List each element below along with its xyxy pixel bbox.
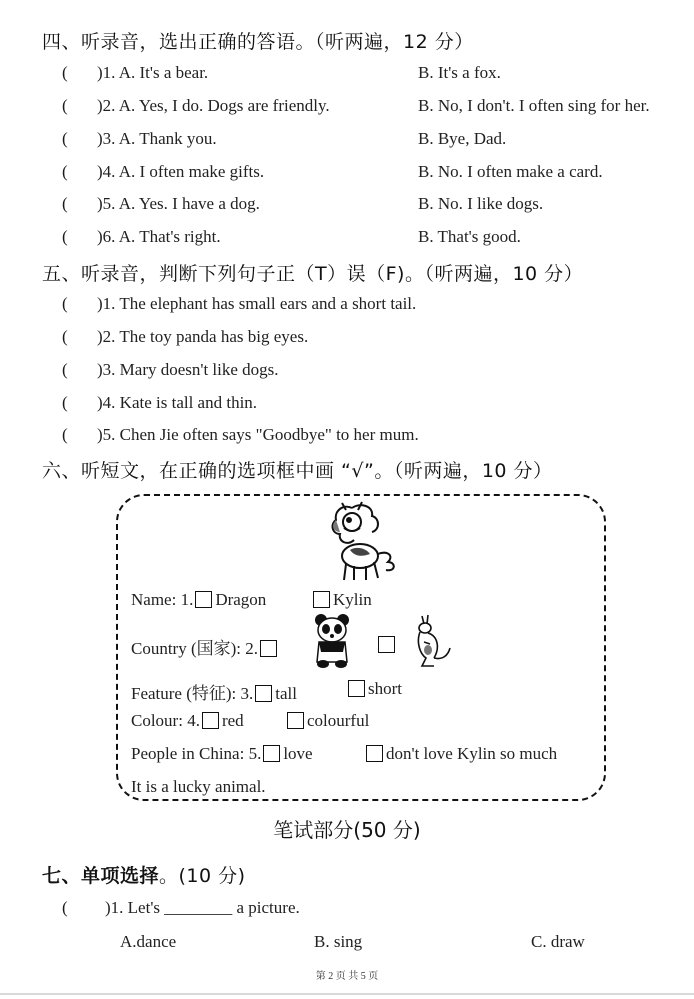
checkbox-china[interactable] [260, 640, 277, 657]
checkbox-colourful[interactable] [287, 712, 304, 729]
option-kylin: Kylin [333, 590, 372, 609]
question-option-b[interactable]: B. It's a fox. [418, 63, 501, 82]
question-option-b[interactable]: B. Bye, Dad. [418, 129, 507, 148]
people-option-b [366, 744, 557, 764]
answer-paren[interactable]: ( [62, 898, 68, 917]
kangaroo-icon [412, 612, 452, 670]
statement: )3. Mary doesn't like dogs. [97, 360, 279, 379]
checkbox-short[interactable] [348, 680, 365, 697]
answer-paren[interactable]: ( [62, 162, 68, 181]
checkbox-dont-love[interactable] [366, 745, 383, 762]
answer-paren[interactable]: ( [62, 425, 68, 444]
feature-option-b [348, 679, 402, 699]
page-number: 第 2 页 共 5 页 [315, 971, 379, 982]
people-label: People in China: 5. [131, 744, 262, 763]
people-row [131, 744, 313, 764]
written-part-title: 笔试部分(50 分) [273, 818, 421, 842]
colour-row [131, 711, 244, 731]
country-row [131, 634, 280, 659]
name-label: Name: 1. [131, 590, 194, 609]
option-short: short [368, 679, 402, 698]
answer-paren[interactable]: ( [62, 327, 68, 346]
option-red: red [221, 711, 244, 730]
option-dragon: Dragon [215, 590, 267, 609]
colour-label: Colour: 4. [131, 711, 200, 730]
question-option-b[interactable]: B. No. I often make a card. [418, 162, 603, 181]
section7-title-rest: 。(10 分) [159, 865, 246, 887]
question-option-a[interactable]: )5. A. Yes. I have a dog. [97, 194, 260, 213]
answer-paren[interactable]: ( [62, 360, 68, 379]
mcq-question: )1. Let's ________ a picture. [105, 898, 300, 917]
option-dont-love: don't love Kylin so much [386, 744, 558, 763]
answer-paren[interactable]: ( [62, 96, 68, 115]
statement: )5. Chen Jie often says "Goodbye" to her mum. [97, 425, 419, 444]
option-love: love [283, 744, 313, 763]
bottom-divider [0, 993, 694, 995]
checkbox-kylin[interactable] [313, 591, 330, 608]
answer-paren[interactable]: ( [62, 63, 68, 82]
option-colourful: colourful [307, 711, 370, 730]
section7-title [42, 861, 246, 888]
mcq-option-c[interactable]: C. draw [531, 932, 585, 951]
section6-title: 六、听短文，在正确的选项框中画 “√”。（听两遍，10 分） [42, 460, 553, 482]
name-row [131, 590, 266, 610]
checkbox-red[interactable] [202, 712, 219, 729]
section5-title: 五、听录音，判断下列句子正（T）误（F)。（听两遍，10 分） [42, 263, 584, 285]
statement: )4. Kate is tall and thin. [97, 393, 258, 412]
section7-title-bold: 七、单项选择 [42, 865, 160, 887]
checkbox-australia[interactable] [378, 636, 395, 653]
question-option-a[interactable]: )3. A. Thank you. [97, 129, 217, 148]
question-option-a[interactable]: )2. A. Yes, I do. Dogs are friendly. [97, 96, 330, 115]
lucky-statement: It is a lucky animal. [131, 777, 266, 796]
question-option-a[interactable]: )1. A. It's a bear. [97, 63, 209, 82]
feature-label: Feature (特征): 3. [131, 684, 254, 703]
answer-paren[interactable]: ( [62, 294, 68, 313]
kylin-icon [322, 500, 400, 584]
section4-title: 四、听录音，选出正确的答语。（听两遍，12 分） [42, 31, 474, 53]
statement: )2. The toy panda has big eyes. [97, 327, 309, 346]
colour-option-b [287, 711, 369, 731]
answer-paren[interactable]: ( [62, 393, 68, 412]
panda-icon [313, 612, 351, 668]
question-option-a[interactable]: )4. A. I often make gifts. [97, 162, 265, 181]
checkbox-tall[interactable] [255, 685, 272, 702]
country-label: Country (国家): 2. [131, 639, 259, 658]
question-option-b[interactable]: B. That's good. [418, 227, 521, 246]
question-option-b[interactable]: B. No. I like dogs. [418, 194, 544, 213]
name-option-b [313, 590, 372, 610]
checkbox-love[interactable] [263, 745, 280, 762]
answer-paren[interactable]: ( [62, 194, 68, 213]
option-tall: tall [275, 684, 297, 703]
mcq-option-b[interactable]: B. sing [314, 932, 363, 951]
mcq-option-a[interactable]: A.dance [120, 932, 177, 951]
statement: )1. The elephant has small ears and a short tail. [97, 294, 417, 313]
question-option-b[interactable]: B. No, I don't. I often sing for her. [418, 96, 650, 115]
answer-paren[interactable]: ( [62, 227, 68, 246]
answer-paren[interactable]: ( [62, 129, 68, 148]
question-option-a[interactable]: )6. A. That's right. [97, 227, 221, 246]
checkbox-dragon[interactable] [195, 591, 212, 608]
feature-row [131, 679, 297, 704]
